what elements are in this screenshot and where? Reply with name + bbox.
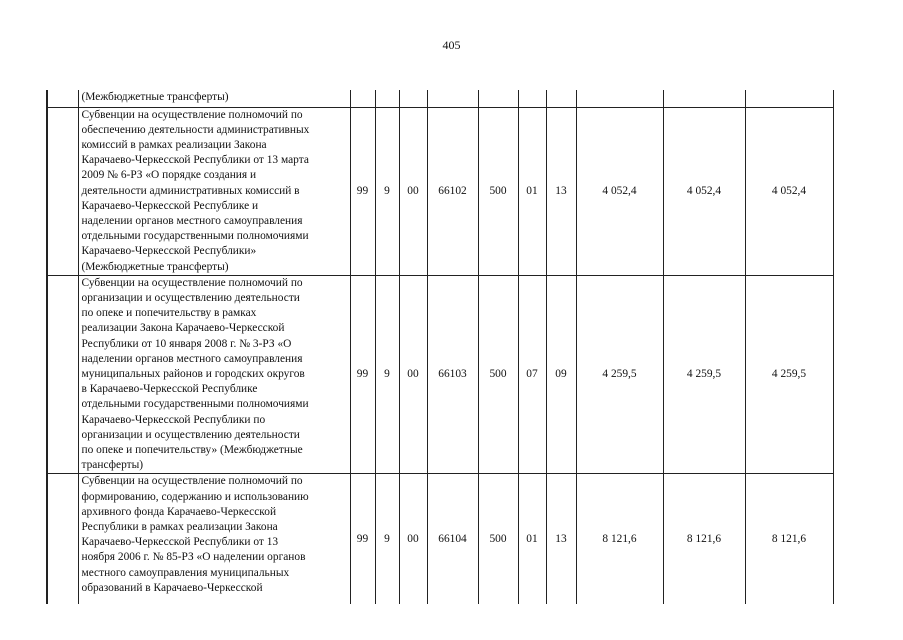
description-line: (Межбюджетные трансферты) — [81, 260, 229, 273]
amount-year3-cell: 4 052,4 — [745, 107, 833, 275]
description-line: Карачаево-Черкесской Республике и — [81, 199, 259, 212]
ministry-code-cell: 99 — [350, 474, 375, 604]
description-line: комиссий в рамках реализации Закона — [81, 138, 267, 151]
subprogram-code-cell — [399, 90, 427, 107]
description-line: Республики в рамках реализации Закона — [81, 520, 278, 533]
description-line: наделении органов местного самоуправления — [81, 352, 303, 365]
subsection-cell: 13 — [546, 474, 576, 604]
description-line: реализации Закона Карачаево-Черкесской — [81, 322, 285, 335]
description-line: отдельными государственными полномочиями — [81, 230, 309, 243]
description-line: Субвенции на осуществление полномочий по — [81, 475, 303, 488]
table-row — [47, 107, 833, 275]
description-cell — [78, 90, 350, 107]
amount-year3-cell: 4 259,5 — [745, 275, 833, 474]
description-line: по опеке и попечительству в рамках — [81, 307, 257, 320]
amount-year2-cell — [663, 90, 745, 107]
amount-year1-cell: 4 052,4 — [576, 107, 663, 275]
description-line: Карачаево-Черкесской Республики» — [81, 245, 257, 258]
subprogram-code-cell: 00 — [399, 107, 427, 275]
row-number-cell — [47, 275, 78, 474]
description-line: ноября 2006 г. № 85-РЗ «О наделении органов — [81, 551, 306, 564]
section-cell: 01 — [518, 107, 546, 275]
amount-year1-cell: 4 259,5 — [576, 275, 663, 474]
table-row — [47, 90, 833, 107]
ministry-code-cell: 99 — [350, 107, 375, 275]
subprogram-code-cell: 00 — [399, 474, 427, 604]
amount-year1-cell — [576, 90, 663, 107]
program-code-cell: 9 — [375, 107, 399, 275]
direction-code-cell: 66103 — [427, 275, 478, 474]
description-line: организации и осуществлению деятельности — [81, 428, 300, 441]
direction-code-cell — [427, 90, 478, 107]
description-line: образований в Карачаево-Черкесской — [81, 581, 263, 594]
description-line: (Межбюджетные трансферты) — [81, 91, 229, 103]
description-line: Карачаево-Черкесской Республики от 13 — [81, 536, 279, 549]
program-code-cell: 9 — [375, 474, 399, 604]
subsection-cell: 09 — [546, 275, 576, 474]
expense-type-cell — [478, 90, 518, 107]
description-line: местного самоуправления муниципальных — [81, 566, 290, 579]
description-line: Субвенции на осуществление полномочий по — [81, 108, 303, 121]
amount-year2-cell: 4 259,5 — [663, 275, 745, 474]
description-line: Карачаево-Черкесской Республики от 13 марта — [81, 154, 309, 167]
row-number-cell — [47, 474, 78, 604]
description-line: муниципальных районов и городских округов — [81, 367, 305, 380]
subprogram-code-cell: 00 — [399, 275, 427, 474]
description-line: наделении органов местного самоуправления — [81, 214, 303, 227]
row-number-cell — [47, 90, 78, 107]
amount-year3-cell — [745, 90, 833, 107]
budget-table — [46, 90, 834, 604]
description-line: архивного фонда Карачаево-Черкесской — [81, 505, 277, 518]
description-line: по опеке и попечительству» (Межбюджетные — [81, 443, 303, 456]
section-cell: 01 — [518, 474, 546, 604]
subsection-cell: 13 — [546, 107, 576, 275]
program-code-cell: 9 — [375, 275, 399, 474]
description-line: отдельными государственными полномочиями — [81, 398, 309, 411]
description-line: Республики от 10 января 2008 г. № 3-РЗ «О — [81, 337, 292, 350]
amount-year2-cell: 4 052,4 — [663, 107, 745, 275]
section-cell — [518, 90, 546, 107]
description-line: Субвенции на осуществление полномочий по — [81, 276, 303, 289]
direction-code-cell: 66104 — [427, 474, 478, 604]
section-cell: 07 — [518, 275, 546, 474]
description-line: Карачаево-Черкесской Республики по — [81, 413, 266, 426]
ministry-code-cell: 99 — [350, 275, 375, 474]
description-cell — [78, 275, 350, 474]
description-line: трансферты) — [81, 459, 144, 472]
page-number: 405 — [442, 38, 461, 52]
table-row — [47, 474, 833, 604]
table-row — [47, 275, 833, 474]
program-code-cell — [375, 90, 399, 107]
expense-type-cell: 500 — [478, 275, 518, 474]
description-line: формированию, содержанию и использованию — [81, 490, 309, 503]
description-line: организации и осуществлению деятельности — [81, 291, 300, 304]
description-line: деятельности административных комиссий в — [81, 184, 300, 197]
description-line: 2009 № 6-РЗ «О порядке создания и — [81, 169, 257, 182]
description-cell — [78, 474, 350, 604]
expense-type-cell: 500 — [478, 107, 518, 275]
direction-code-cell: 66102 — [427, 107, 478, 275]
amount-year2-cell: 8 121,6 — [663, 474, 745, 604]
description-cell — [78, 107, 350, 275]
description-line: в Карачаево-Черкесской Республике — [81, 383, 258, 396]
amount-year1-cell: 8 121,6 — [576, 474, 663, 604]
ministry-code-cell — [350, 90, 375, 107]
description-line: обеспечению деятельности административных — [81, 123, 310, 136]
row-number-cell — [47, 107, 78, 275]
subsection-cell — [546, 90, 576, 107]
amount-year3-cell: 8 121,6 — [745, 474, 833, 604]
expense-type-cell: 500 — [478, 474, 518, 604]
